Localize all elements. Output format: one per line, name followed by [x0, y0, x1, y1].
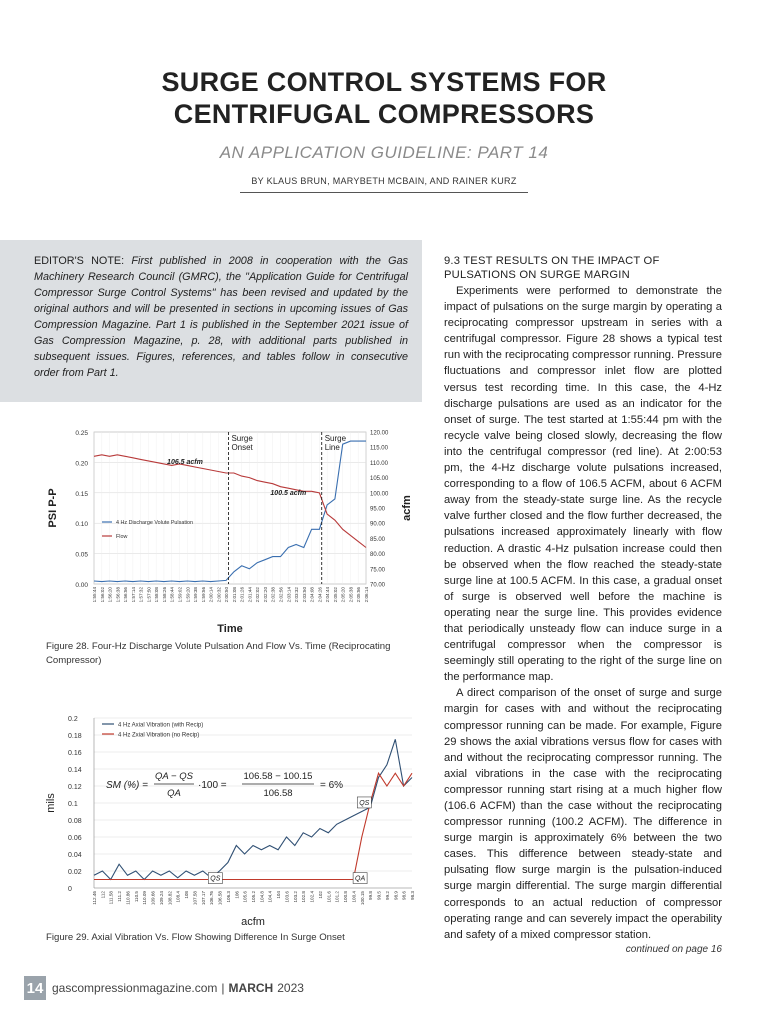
legend-entry: Flow — [116, 534, 128, 540]
x-tick-label: 1:59:56 — [200, 587, 206, 603]
y2-tick-label: 75.00 — [370, 567, 386, 574]
y-tick-label: 0.00 — [75, 582, 88, 589]
x-tick-label: 1:58:44 — [169, 587, 175, 603]
footer-site: gascompressionmagazine.com — [52, 981, 218, 995]
footer-separator: | — [221, 981, 225, 995]
page-footer — [24, 976, 304, 1000]
formula-denominator-values: 106.58 — [263, 788, 293, 799]
x-tick-label: 106.76 — [209, 891, 215, 906]
legend-entry: 4 Hz Zxial Vibration (no Recip) — [118, 732, 200, 739]
figure-28-caption: Figure 28. Four-Hz Discharge Volute Pulsation And Flow Vs. Time (Reciprocating Compressor) — [46, 641, 391, 666]
x-tick-label: 1:58:26 — [161, 587, 167, 603]
continued-note: continued on page 16 — [625, 944, 722, 955]
surge-onset-marker-label: Surge — [231, 434, 253, 443]
footer-year: 2023 — [277, 981, 304, 995]
qs-marker-left: QS — [210, 875, 221, 883]
qa-marker: QA — [355, 875, 366, 883]
x-tick-label: 101.2 — [334, 891, 340, 903]
annotation-100-5-acfm: 100.5 acfm — [270, 489, 307, 497]
x-tick-label: 107.17 — [200, 891, 206, 906]
y-tick-label: 0 — [68, 886, 72, 893]
legend-entry: 4 Hz Discharge Volute Pulsation — [116, 520, 194, 526]
formula-result: = 6% — [320, 780, 344, 791]
x-tick-label: 1:58:08 — [154, 587, 160, 603]
x-tick-label: 2:01:08 — [231, 587, 237, 603]
title-line-2: CENTRIFUGAL COMPRESSORS — [173, 99, 595, 129]
article-subtitle: AN APPLICATION GUIDELINE: PART 14 — [219, 143, 549, 162]
article-body — [444, 254, 722, 943]
figure-29-chart — [44, 708, 418, 930]
x-tick-label: 2:04:08 — [309, 587, 315, 603]
x-tick-label: 1:57:50 — [146, 587, 152, 603]
y-tick-label: 0.12 — [68, 784, 82, 791]
legend-entry: 4 Hz Axial Vibration (with Recip) — [118, 722, 204, 729]
x-tick-label: 108.4 — [175, 891, 181, 903]
x-tick-label: 1:56:38 — [115, 587, 121, 603]
page-number: 14 — [24, 976, 46, 1000]
x-tick-label: 112.46 — [92, 891, 97, 905]
y-tick-label: 0.2 — [68, 716, 78, 723]
y-tick-label: 0.14 — [68, 767, 82, 774]
byline: BY KLAUS BRUN, MARYBETH MCBAIN, AND RAINER KURZ — [251, 176, 517, 186]
formula-multiplier: ·100 = — [198, 780, 227, 791]
x-tick-label: 99.2 — [384, 891, 390, 900]
x-tick-label: 110.5 — [133, 891, 139, 903]
y-tick-label: 0.05 — [75, 551, 88, 559]
y-tick-label: 0.18 — [68, 733, 82, 740]
x-tick-label: 2:03:50 — [301, 587, 307, 603]
formula-numerator: QA − QS — [155, 771, 193, 782]
y2-tick-label: 90.00 — [370, 521, 386, 528]
qs-marker-right: QS — [359, 799, 370, 807]
x-tick-label: 112 — [100, 891, 106, 899]
paragraph-1: Experiments were performed to demonstrate the impact of pulsations on the surge margin by operating a reciprocating compressor upstream in series with a centrifugal compressor. Figure 28 shows a typical test run with the reciprocating compressor running. Pressure fluctuations and compressor inlet flow are plotted versus test recording time. In this case, the 4-Hz discharge pulsations are used as an indicator for the onset of surge. The test started at 1:55:44 pm with the recycle valve being closed slowly, decreasing the flow into the centrifugal compressor (red line). At 2:00:53 pm, the 4-Hz discharge volute pulsations increased, corresponding to a flow of 106.5 ACFM, about 6 ACFM away from the steady-state surge line. As the recycle valve further closed and the flow further decreased, the pulsations increased approximately linearly with flow reduction. A drastic 4-Hz pulsation increase could then be observed when the flow reached the steady-state surge line at 100.5 ACFM. In this case, a gradual onset of surge is observed well before the machine is operating near the surge line. This provides evidence that periodically unsteady flow can induce surge in a centrifugal compressor when the compressor is seemingly still operating to the right of the surge line on the performance map. — [444, 285, 722, 684]
x-tick-label: 98.6 — [401, 891, 407, 900]
x-tick-label: 104.4 — [267, 891, 273, 903]
x-tick-label: 1:57:32 — [138, 587, 144, 603]
x-tick-label: 104.8 — [259, 891, 265, 903]
x-tick-label: 99.8 — [368, 891, 374, 900]
x-tick-label: 2:02:38 — [270, 587, 276, 603]
x-tick-label: 1:55:44 — [92, 587, 97, 603]
article-title — [0, 66, 768, 130]
x-tick-label: 100.15 — [359, 891, 365, 906]
x-tick-label: 100.4 — [351, 891, 357, 903]
y2-tick-label: 80.00 — [370, 552, 386, 559]
x-tick-label: 104 — [276, 891, 282, 899]
x-tick-label: 2:04:26 — [317, 587, 323, 603]
x-tick-label: 2:04:44 — [325, 587, 331, 603]
y-tick-label: 0.25 — [75, 430, 88, 437]
x-tick-label: 109.24 — [158, 891, 164, 906]
y-tick-label: 0.1 — [68, 801, 78, 808]
editors-note-lead: EDITOR'S NOTE: — [34, 255, 125, 267]
x-tick-label: 102.8 — [301, 891, 307, 903]
x-tick-label: 2:05:56 — [356, 587, 362, 603]
x-tick-label: 105.2 — [251, 891, 256, 903]
x-tick-label: 2:01:26 — [239, 587, 245, 603]
x-tick-label: 99.5 — [376, 891, 382, 900]
x-tick-label: 106.58 — [217, 891, 223, 906]
x-tick-label: 2:06:14 — [364, 587, 369, 603]
x-tick-label: 101.6 — [326, 891, 332, 903]
x-tick-label: 2:00:50 — [224, 587, 230, 603]
x-tick-label: 105.6 — [242, 891, 248, 903]
y2-tick-label: 120.00 — [370, 430, 389, 437]
y-tick-label: 0.15 — [75, 490, 88, 498]
x-tick-label: 2:03:14 — [286, 587, 292, 603]
x-tick-label: 2:01:44 — [247, 587, 253, 603]
x-tick-label: 2:02:02 — [255, 587, 261, 603]
x-tick-label: 100.8 — [343, 891, 349, 903]
x-tick-label: 110.86 — [125, 891, 131, 905]
x-tick-label: 103.2 — [292, 891, 298, 903]
x-tick-label: 109.66 — [150, 891, 156, 906]
x-tick-label: 110.09 — [142, 891, 148, 905]
y-axis-label: PSI P-P — [47, 488, 59, 528]
footer-month: MARCH — [228, 981, 274, 995]
x-tick-label: 2:05:20 — [340, 587, 346, 603]
editors-note-body: First published in 2008 in cooperation with the Gas Machinery Research Council (GMRC), the "Application Guide for Centrifugal Compressor Surge Control Systems" has been revised and updated by the original authors and will be presented in sections in upcoming issues of Gas Compression Magazine. Part 1 is published in the September 2021 issue of Gas Compression Magazine, p. 28, with additional parts published in subsequent issues. Figures, references, and tables follow in consecutive order from Part 1. — [34, 255, 408, 379]
x-axis-label: acfm — [241, 916, 265, 928]
formula-lhs: SM (%) = — [106, 780, 148, 791]
y2-tick-label: 110.00 — [370, 460, 388, 467]
surge-line-marker-label: Surge — [324, 434, 347, 443]
byline-rule — [240, 192, 528, 193]
surge-onset-marker-label: Onset — [231, 443, 253, 452]
y2-tick-label: 100.00 — [370, 491, 389, 498]
x-tick-label: 107.58 — [192, 891, 198, 906]
paragraph-2: A direct comparison of the onset of surge and surge margin for cases with and without the reciprocating compressor running can be made. For example, Figure 29 shows the axial vibrations versus flow for cases with and without the reciprocating compressor running. The axial vibrations in the case with the reciprocating compressor running start rising at a much higher flow (106.6 ACFM) than the case without the reciprocating compressor running (100.2 ACFM). The difference in surge margin is approximately 6% between the two cases. This difference between steady-state and pulsating flow surge margin is the pulsation-induced surge margin differential. The surge margin differential corresponds to an actual reduction of compressor operating range and can severely impact the operability and safety of a mixed compressor station. — [444, 687, 722, 941]
surge-line-marker-label: Line — [324, 443, 340, 452]
y-tick-label: 0.06 — [68, 835, 82, 842]
y2-tick-label: 105.00 — [370, 476, 389, 483]
x-tick-label: 103.6 — [284, 891, 290, 903]
y-axis-label: mils — [45, 793, 57, 813]
y-tick-label: 0.10 — [75, 521, 88, 529]
section-heading: 9.3 TEST RESULTS ON THE IMPACT OF PULSATIONS ON SURGE MARGIN — [444, 255, 660, 281]
y2-tick-label: 85.00 — [370, 536, 386, 543]
y-tick-label: 0.08 — [68, 818, 82, 825]
x-tick-label: 98.9 — [393, 891, 399, 900]
formula-denominator: QA — [167, 788, 181, 799]
x-tick-label: 111.58 — [108, 891, 114, 905]
formula-numerator-values: 106.58 − 100.15 — [243, 771, 313, 782]
figure-29-caption: Figure 29. Axial Vibration Vs. Flow Showing Difference In Surge Onset — [46, 932, 345, 943]
x-tick-label: 108.82 — [167, 891, 173, 906]
x-tick-label: 2:02:56 — [278, 587, 284, 603]
y2-tick-label: 70.00 — [370, 582, 386, 589]
x-tick-label: 2:02:20 — [262, 587, 268, 603]
y-tick-label: 0.16 — [68, 750, 82, 757]
x-tick-label: 2:00:14 — [208, 587, 214, 603]
figure-28-chart — [44, 418, 418, 640]
x-tick-label: 106.3 — [225, 891, 231, 903]
title-line-1: SURGE CONTROL SYSTEMS FOR — [161, 67, 607, 97]
y2-tick-label: 95.00 — [370, 506, 386, 513]
x-tick-label: 1:59:38 — [193, 587, 199, 603]
x-tick-label: 1:59:20 — [185, 587, 191, 603]
x-tick-label: 111.2 — [117, 891, 123, 902]
x-tick-label: 108 — [184, 891, 190, 899]
x-tick-label: 1:56:56 — [123, 587, 129, 603]
y-tick-label: 0.20 — [75, 460, 88, 468]
x-tick-label: 106 — [234, 891, 240, 899]
annotation-106-5-acfm: 106.5 acfm — [167, 458, 203, 466]
x-tick-label: 2:03:32 — [294, 587, 300, 603]
x-axis-label: Time — [217, 623, 243, 635]
x-tick-label: 102.4 — [309, 891, 315, 903]
y2-axis-label: acfm — [401, 495, 413, 521]
x-tick-label: 2:05:38 — [348, 587, 354, 603]
y-tick-label: 0.02 — [68, 869, 82, 876]
x-tick-label: 1:56:02 — [99, 587, 105, 603]
y2-tick-label: 115.00 — [370, 445, 388, 452]
x-tick-label: 2:05:02 — [332, 587, 338, 603]
x-tick-label: 102 — [317, 891, 323, 899]
y-tick-label: 0.04 — [68, 852, 82, 859]
x-tick-label: 1:56:20 — [107, 587, 113, 603]
x-tick-label: 2:00:32 — [216, 587, 222, 603]
editors-note-box — [0, 240, 422, 402]
x-tick-label: 1:59:02 — [177, 587, 183, 603]
x-tick-label: 98.3 — [410, 891, 415, 900]
x-tick-label: 1:57:14 — [130, 587, 136, 603]
